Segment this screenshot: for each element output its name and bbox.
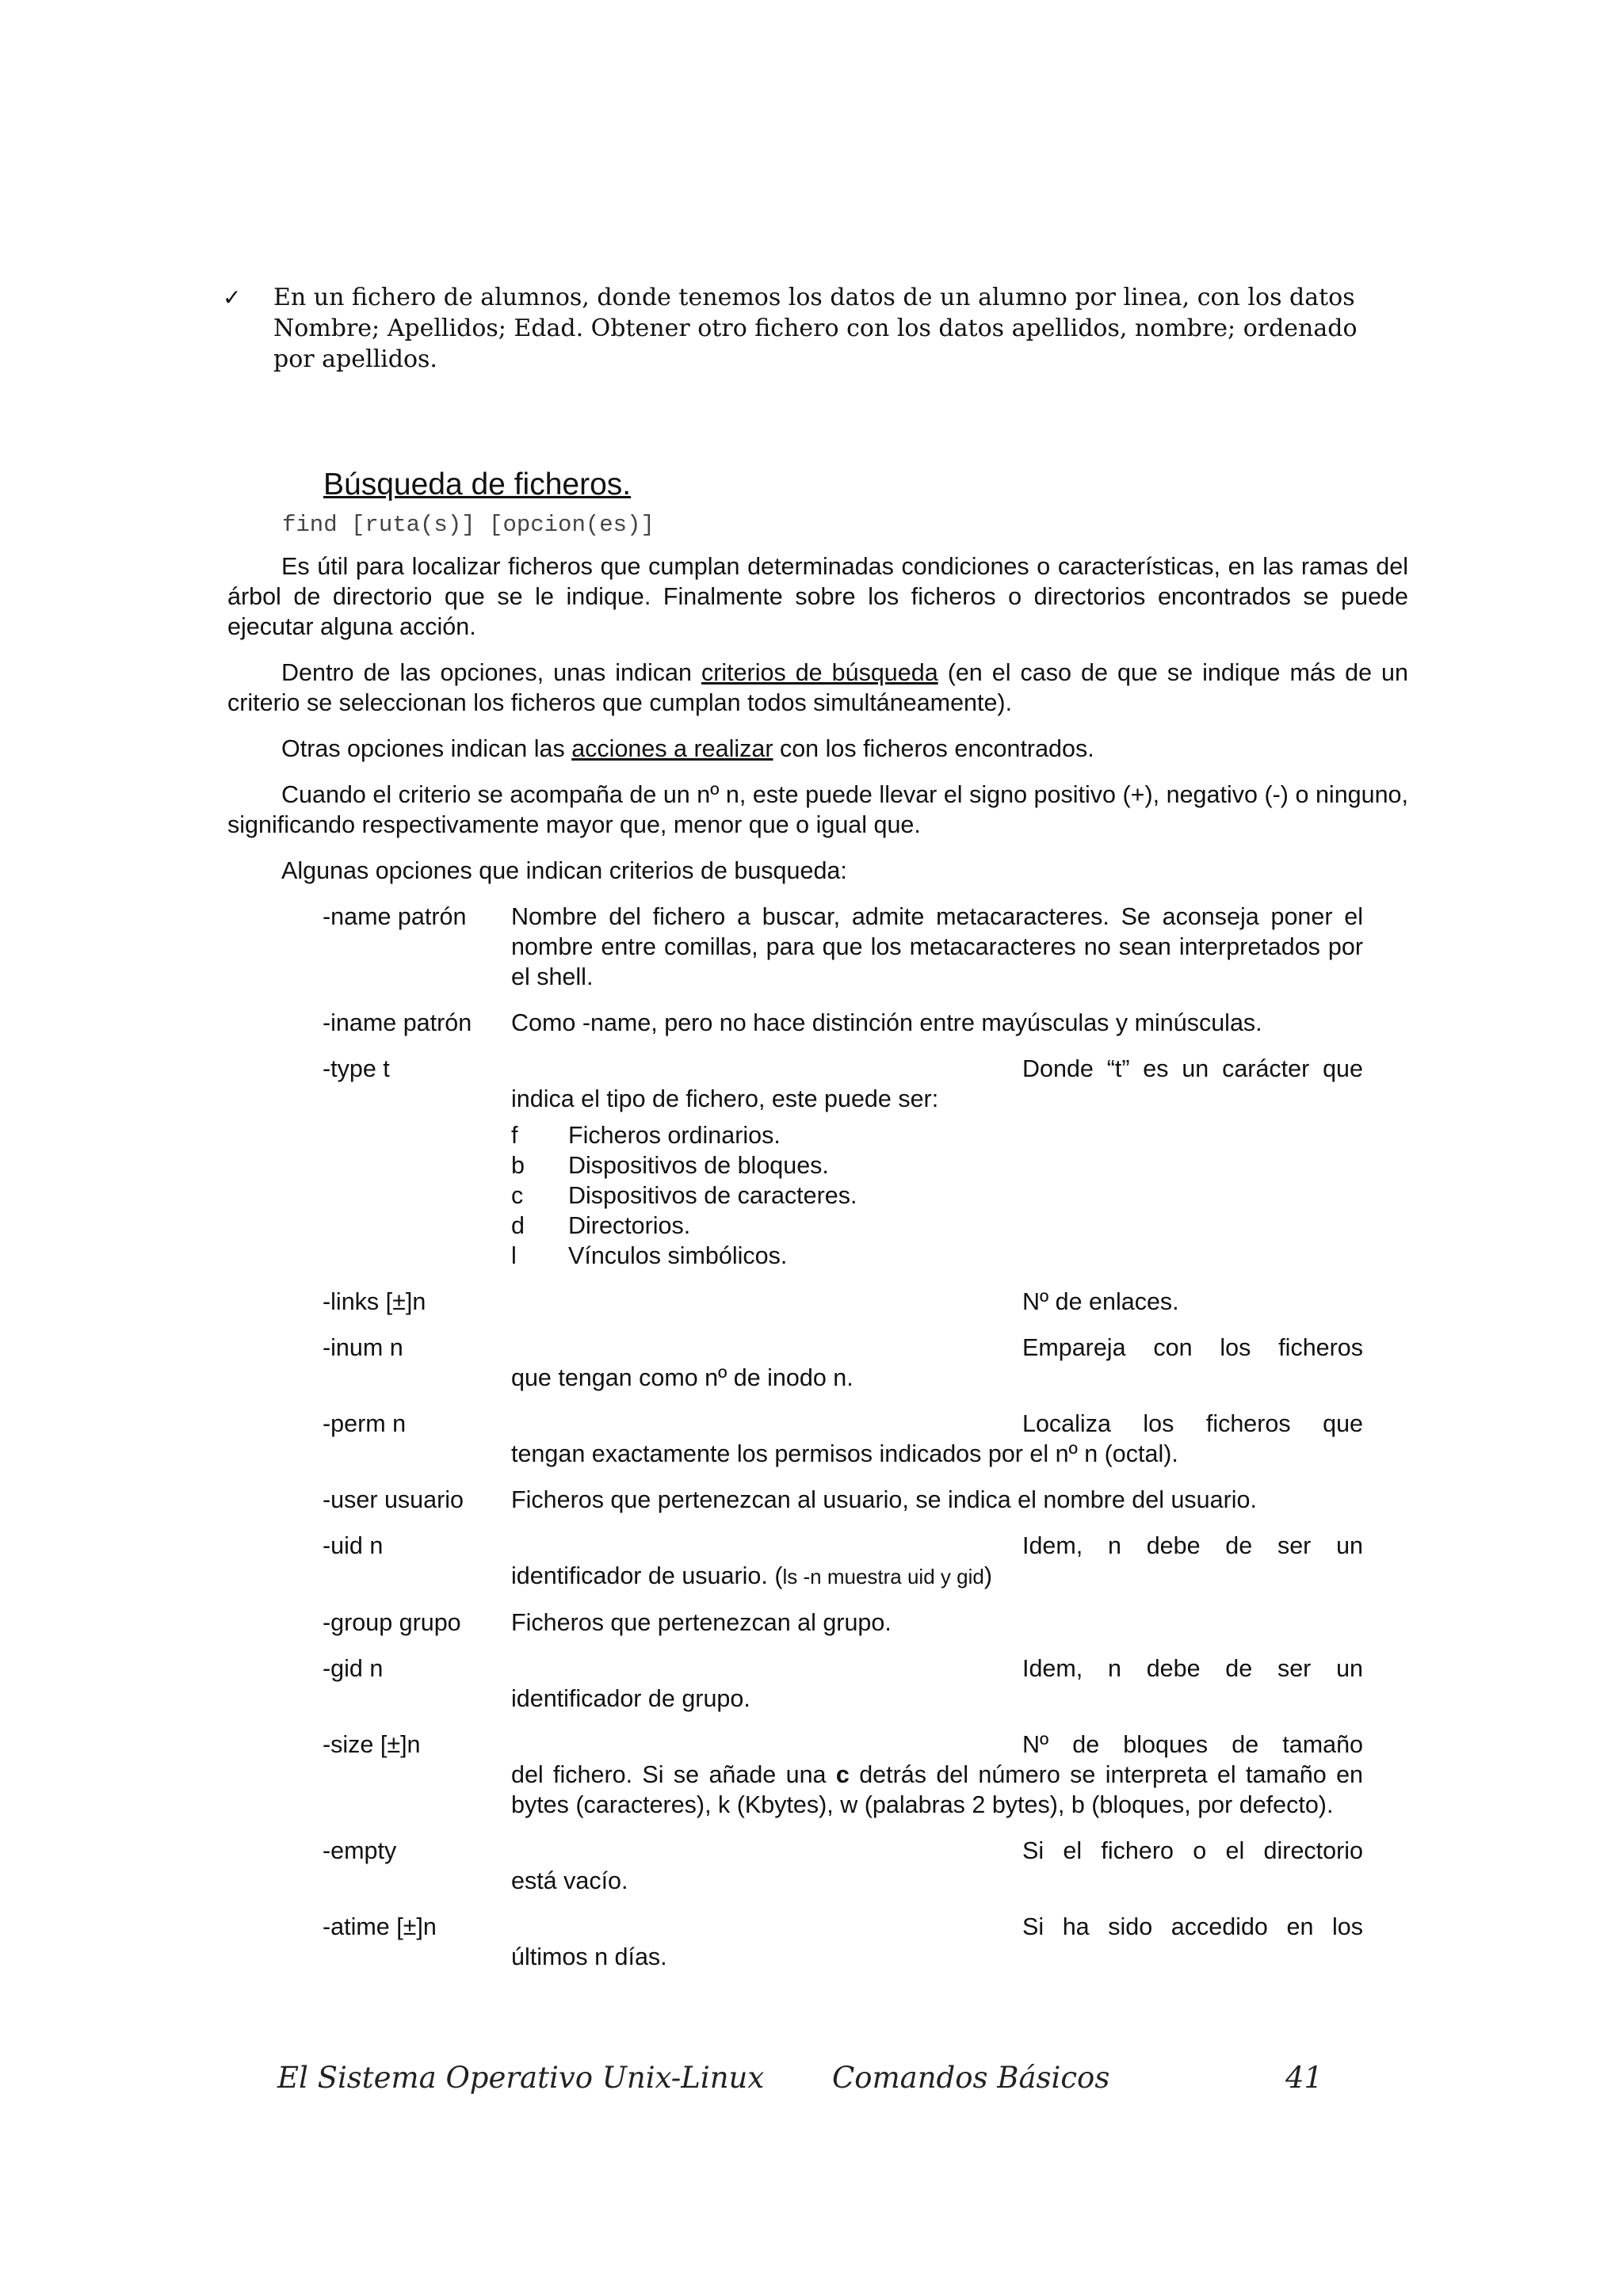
underlined-term: criterios de búsqueda xyxy=(701,659,938,686)
text-run: ) xyxy=(983,1562,992,1589)
paragraph-intro: Es útil para localizar ficheros que cumplan determinadas condiciones o características, en las ramas del árbol de directorio que se le indique. Finalmente sobre los ficheros o directorios encontrados se puede ejecutar alguna acción. xyxy=(227,553,1408,640)
body-text xyxy=(227,551,1408,1988)
option-label: -user usuario xyxy=(323,1486,464,1513)
description-head: Empareja con los ficheros xyxy=(1022,1334,1363,1361)
option-label: -empty xyxy=(323,1837,397,1864)
check-icon: ✓ xyxy=(223,284,242,311)
type-letter: f xyxy=(511,1122,518,1149)
text-run: (en el caso de que se indique más de un criterio se seleccionan los ficheros que cumplan todos simultáneamente). xyxy=(227,659,1408,716)
bold-term: c xyxy=(835,1761,850,1788)
option-description xyxy=(511,1730,1363,1820)
footer-book-title: El Sistema Operativo Unix-Linux xyxy=(277,2061,765,2095)
paragraph-sign: Cuando el criterio se acompaña de un nº n, este puede llevar el signo positivo (+), negativo (-) o ninguno, significando respectivamente mayor que, menor que o igual que. xyxy=(227,781,1408,838)
option-description xyxy=(511,1912,1363,1972)
option-label: -type t xyxy=(323,1055,390,1082)
option-type xyxy=(227,1054,1408,1271)
type-item xyxy=(511,1150,1363,1180)
option-label: -group grupo xyxy=(323,1609,461,1636)
text-run: del fichero. Si se añade una xyxy=(511,1761,836,1788)
type-item xyxy=(511,1120,1363,1150)
option-links xyxy=(227,1287,1408,1317)
option-description xyxy=(511,1333,1363,1393)
option-label: -inum n xyxy=(323,1334,403,1361)
option-description: Nombre del fichero a buscar, admite metacaracteres. Se aconseja poner el nombre entre comillas, para que los metacaracteres no sean interpretados por el shell. xyxy=(511,903,1363,990)
option-description: Ficheros que pertenezcan al usuario, se indica el nombre del usuario. xyxy=(511,1486,1257,1513)
text-run: Otras opciones indican las xyxy=(281,735,572,762)
option-description xyxy=(511,1054,1363,1271)
small-note: ls -n muestra uid y gid xyxy=(782,1565,984,1589)
option-label: -size [±]n xyxy=(323,1731,421,1758)
description-head: Localiza los ficheros que xyxy=(1022,1410,1363,1437)
option-inum xyxy=(227,1333,1408,1393)
option-description xyxy=(511,1531,1363,1592)
description-head: Nº de bloques de tamaño xyxy=(1022,1731,1363,1758)
exercise-item xyxy=(224,282,1389,375)
option-user xyxy=(227,1485,1408,1515)
option-gid xyxy=(227,1653,1408,1714)
option-description xyxy=(511,1836,1363,1896)
option-group xyxy=(227,1608,1408,1638)
footer-page-number: 41 xyxy=(1285,2061,1323,2095)
exercise-text: En un fichero de alumnos, donde tenemos los datos de un alumno por linea, con los datos Nombre; Apellidos; Edad. Obtener otro fichero con los datos apellidos, nombre; ordenado por apellidos. xyxy=(273,284,1358,373)
text-run: con los ficheros encontrados. xyxy=(773,735,1094,762)
type-letter: l xyxy=(511,1242,517,1269)
command-syntax: find [ruta(s)] [opcion(es)] xyxy=(282,512,655,538)
option-description: Como -name, pero no hace distinción entre mayúsculas y minúsculas. xyxy=(511,1009,1262,1036)
type-text: Dispositivos de caracteres. xyxy=(568,1182,857,1209)
type-text: Vínculos simbólicos. xyxy=(568,1242,788,1269)
option-iname xyxy=(227,1008,1408,1038)
option-label: -perm n xyxy=(323,1410,407,1437)
option-uid xyxy=(227,1531,1408,1592)
description-tail: tengan exactamente los permisos indicados por el nº n (octal). xyxy=(511,1440,1178,1467)
description-tail xyxy=(511,1760,1363,1820)
description-tail: últimos n días. xyxy=(511,1943,667,1970)
section-title: Búsqueda de ficheros. xyxy=(323,467,632,502)
option-label: -name patrón xyxy=(323,903,467,930)
type-letter: c xyxy=(511,1182,524,1209)
option-name xyxy=(227,902,1408,992)
description-tail: indica el tipo de fichero, este puede ser: xyxy=(511,1085,939,1112)
type-text: Ficheros ordinarios. xyxy=(568,1122,781,1149)
option-perm xyxy=(227,1409,1408,1469)
option-description xyxy=(511,1653,1363,1714)
type-item xyxy=(511,1241,1363,1271)
description-tail: está vacío. xyxy=(511,1867,628,1894)
option-atime xyxy=(227,1912,1408,1972)
type-letter: b xyxy=(511,1152,525,1179)
description-head: Idem, n debe de ser un xyxy=(1022,1532,1363,1559)
text-run: Dentro de las opciones, unas indican xyxy=(281,659,701,686)
paragraph-actions xyxy=(227,734,1408,764)
option-description: Ficheros que pertenezcan al grupo. xyxy=(511,1609,892,1636)
text-run: detrás del número se interpreta el tamaño en bytes (caracteres), k (Kbytes), w (palabras 2 bytes), b (bloques, por defecto). xyxy=(511,1761,1363,1818)
description-head: Donde “t” es un carácter que xyxy=(1022,1055,1363,1082)
option-description xyxy=(511,1409,1363,1469)
footer-chapter: Comandos Básicos xyxy=(832,2061,1110,2095)
paragraph-options-intro: Algunas opciones que indican criterios de busqueda: xyxy=(281,857,847,884)
option-label: -iname patrón xyxy=(323,1009,472,1036)
description-tail: identificador de grupo. xyxy=(511,1685,750,1712)
type-item xyxy=(511,1211,1363,1241)
type-text: Directorios. xyxy=(568,1212,691,1239)
type-text: Dispositivos de bloques. xyxy=(568,1152,829,1179)
type-item xyxy=(511,1180,1363,1211)
description-head: Si ha sido accedido en los xyxy=(1022,1913,1363,1940)
type-list xyxy=(511,1120,1363,1271)
option-label: -atime [±]n xyxy=(323,1913,437,1940)
description-head: Si el fichero o el directorio xyxy=(1022,1837,1363,1864)
option-label: -uid n xyxy=(323,1532,384,1559)
underlined-term: acciones a realizar xyxy=(571,735,773,762)
description-head: Nº de enlaces. xyxy=(1022,1288,1179,1315)
description-tail xyxy=(511,1561,1363,1592)
option-label: -gid n xyxy=(323,1655,384,1682)
options-list xyxy=(227,902,1408,1972)
description-tail: que tengan como nº de inodo n. xyxy=(511,1364,854,1391)
option-empty xyxy=(227,1836,1408,1896)
type-letter: d xyxy=(511,1212,525,1239)
paragraph-criteria xyxy=(227,658,1408,718)
description-head: Idem, n debe de ser un xyxy=(1022,1655,1363,1682)
option-label: -links [±]n xyxy=(323,1288,426,1315)
option-description xyxy=(511,1287,1363,1317)
text-run: identificador de usuario. ( xyxy=(511,1562,783,1589)
option-size xyxy=(227,1730,1408,1820)
